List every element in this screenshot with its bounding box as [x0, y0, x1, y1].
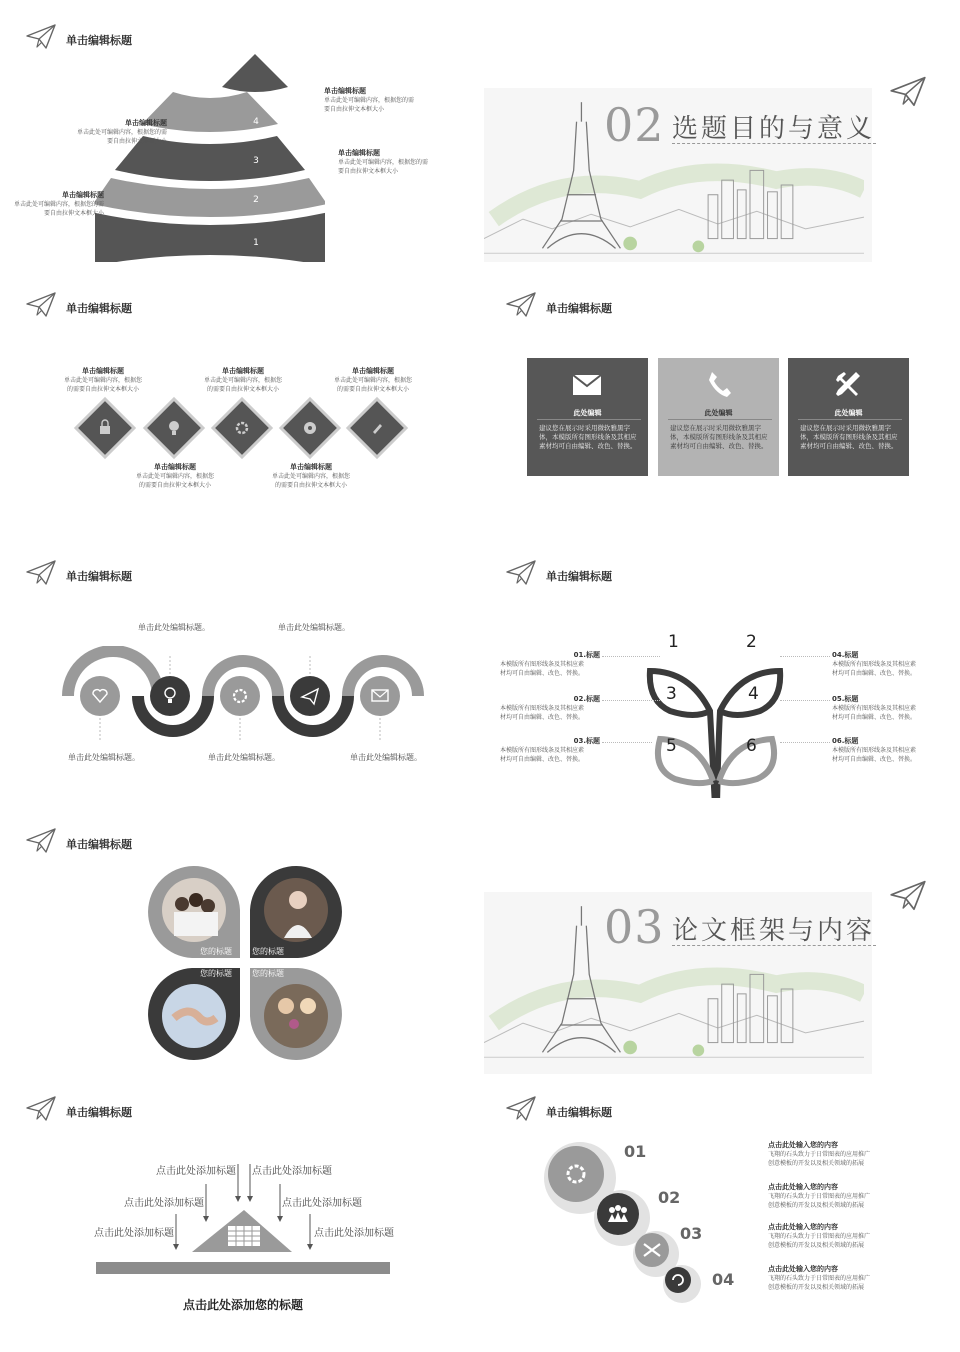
slide-title: 单击编辑标题 [66, 34, 132, 47]
diamond-item[interactable] [143, 397, 205, 459]
leaf-number: 5 [666, 736, 677, 756]
roof-label[interactable]: 点击此处添加标题 [124, 1198, 204, 1209]
pyramid-top [222, 54, 288, 92]
wave-bottom-label: 单击此处编辑标题。 [208, 753, 280, 762]
diamond-item[interactable] [346, 397, 408, 459]
tools-icon [834, 370, 862, 398]
step-number: 01 [624, 1142, 647, 1161]
slide-roof [0, 1072, 470, 1352]
leaf-item-left: 02.标题 本模版所有图形线条及其相应素 材均可自由编辑、改色、替换。 [500, 695, 600, 721]
slide-cards [480, 268, 950, 530]
photo-caption: 您的标题 [252, 947, 284, 956]
wave-bottom-label: 单击此处编辑标题。 [68, 753, 140, 762]
leaf-number: 1 [668, 632, 679, 652]
pyramid-label-right-1: 单击编辑标题 单击此处可编辑内容，根据您的需 要自由拉伸文本框大小 [324, 87, 415, 113]
photo-clover [148, 866, 342, 1060]
info-card[interactable]: 此处编辑 建议您在展示时采用微软雅黑字体，本模版所有图形线条及其相应素材均可自由编辑、改色、替换。 [788, 358, 909, 476]
slide-pyramid [0, 0, 470, 262]
slide-wave [0, 536, 470, 798]
paper-plane-icon [26, 292, 56, 318]
slide-leaves [480, 536, 950, 798]
pyramid-label-left-1: 单击编辑标题 单击此处可编辑内容，根据您的需 要自由拉伸文本框大小 [76, 119, 167, 145]
step-text: 点击此处输入您的内容 飞翔的石头致力于日常图表的应用推广 创意模板的开发以及相关领域的拓展 [768, 1223, 871, 1249]
slide-title: 单击编辑标题 [546, 302, 612, 315]
level-label: 1 [253, 238, 259, 248]
slide-title: 单击编辑标题 [546, 570, 612, 583]
roof-label[interactable]: 点击此处添加标题 [252, 1166, 332, 1177]
step-circle[interactable] [663, 1265, 701, 1303]
wave-node[interactable] [360, 676, 400, 716]
leaf-item-left: 03.标题 本模版所有图形线条及其相应素 材均可自由编辑、改色、替换。 [500, 737, 600, 763]
paper-plane-icon [506, 292, 536, 318]
step-text: 点击此处输入您的内容 飞翔的石头致力于日常图表的应用推广 创意模板的开发以及相关领域的拓展 [768, 1265, 871, 1291]
pyramid-diagram [95, 52, 325, 262]
section-underline [672, 143, 876, 144]
slide-title: 单击编辑标题 [66, 302, 132, 315]
roof-label[interactable]: 点击此处添加标题 [94, 1228, 174, 1239]
pyramid-level-2[interactable] [95, 178, 325, 217]
slide-title: 单击编辑标题 [546, 1106, 612, 1119]
leaf-item-left: 01.标题 本模版所有图形线条及其相应素 材均可自由编辑、改色、替换。 [500, 651, 600, 677]
photo-caption: 您的标题 [200, 969, 232, 978]
diamond-item[interactable] [211, 397, 273, 459]
wave-top-label: 单击此处编辑标题。 [278, 623, 350, 632]
photo-petal[interactable] [148, 866, 240, 958]
slide-title: 单击编辑标题 [66, 838, 132, 851]
paper-plane-icon [506, 560, 536, 586]
wave-diagram [60, 646, 430, 746]
paper-plane-icon [26, 828, 56, 854]
photo-petal[interactable] [250, 866, 342, 958]
paper-plane-icon [506, 1096, 536, 1122]
wave-node[interactable] [80, 676, 120, 716]
slide-section-03 [480, 804, 950, 1074]
step-text: 点击此处输入您的内容 飞翔的石头致力于日常图表的应用推广 创意模板的开发以及相关领域的拓展 [768, 1183, 871, 1209]
wave-bottom-label: 单击此处编辑标题。 [350, 753, 422, 762]
diamond-label-5: 单击编辑标题 单击此处可编辑内容，根据您 的需要自由拉伸文本框大小 [333, 367, 412, 393]
leaf-item-right: 04.标题 本模版所有图形线条及其相应素 材均可自由编辑、改色、替换。 [832, 651, 917, 677]
diamond-label-4: 单击编辑标题 单击此处可编辑内容，根据您 的需要自由拉伸文本框大小 [271, 463, 350, 489]
paper-plane-icon [26, 24, 56, 50]
paper-plane-icon [890, 880, 926, 912]
photo-petal[interactable] [148, 968, 240, 1060]
info-card[interactable]: 此处编辑 建议您在展示时采用微软雅黑字体，本模版所有图形线条及其相应素材均可自由编辑、改色、替换。 [658, 358, 779, 476]
roof-label[interactable]: 点击此处添加标题 [314, 1228, 394, 1239]
leaf-number: 4 [748, 684, 759, 704]
diamond-label-1: 单击编辑标题 单击此处可编辑内容，根据您 的需要自由拉伸文本框大小 [63, 367, 142, 393]
roof-label[interactable]: 点击此处添加标题 [282, 1198, 362, 1209]
step-text: 点击此处输入您的内容 飞翔的石头致力于日常图表的应用推广 创意模板的开发以及相关领域的拓展 [768, 1141, 871, 1167]
slide-steps [480, 1072, 950, 1352]
diamond-label-2: 单击编辑标题 单击此处可编辑内容，根据您 的需要自由拉伸文本框大小 [135, 463, 214, 489]
wave-node[interactable] [150, 676, 190, 716]
pyramid-label-right-2: 单击编辑标题 单击此处可编辑内容，根据您的需 要自由拉伸文本框大小 [338, 149, 429, 175]
wave-node[interactable] [290, 676, 330, 716]
phone-icon [706, 370, 732, 398]
paper-plane-icon [890, 76, 926, 108]
leaf-item-right: 05.标题 本模版所有图形线条及其相应素 材均可自由编辑、改色、替换。 [832, 695, 917, 721]
diamond-label-3: 单击编辑标题 单击此处可编辑内容，根据您 的需要自由拉伸文本框大小 [203, 367, 282, 393]
leaf-number: 2 [746, 632, 757, 652]
wave-node[interactable] [220, 676, 260, 716]
level-label: 2 [253, 195, 259, 205]
slide-diamonds [0, 268, 470, 530]
section-number: 02 [604, 98, 665, 152]
info-card[interactable]: 此处编辑 建议您在展示时采用微软雅黑字体，本模版所有图形线条及其相应素材均可自由编辑、改色、替换。 [527, 358, 648, 476]
step-number: 03 [680, 1224, 703, 1243]
section-title: 论文框架与内容 [672, 916, 876, 946]
leaf-item-right: 06.标题 本模版所有图形线条及其相应素 材均可自由编辑、改色、替换。 [832, 737, 917, 763]
leaf-diagram [640, 631, 790, 798]
section-number: 03 [604, 900, 665, 954]
pyramid-level-1[interactable] [95, 212, 325, 262]
level-label: 4 [253, 117, 259, 127]
wave-top-label: 单击此处编辑标题。 [138, 623, 210, 632]
diamond-item[interactable] [279, 397, 341, 459]
slide-section-02 [480, 0, 950, 262]
roof-label[interactable]: 点击此处添加标题 [156, 1166, 236, 1177]
steps-diagram [540, 1138, 730, 1308]
section-title: 选题目的与意义 [672, 114, 876, 144]
diamond-row [70, 388, 420, 468]
leaf-number: 6 [746, 736, 757, 756]
mail-icon [572, 374, 602, 396]
roof-bottom-title[interactable]: 点击此处添加您的标题 [182, 1298, 303, 1312]
pyramid-label-left-2: 单击编辑标题 单击此处可编辑内容，根据您的需 要自由拉伸文本框大小 [13, 191, 104, 217]
photo-petal[interactable] [250, 968, 342, 1060]
diamond-item[interactable] [74, 397, 136, 459]
roof-diagram [90, 1160, 400, 1280]
slide-photos [0, 804, 470, 1066]
photo-caption: 您的标题 [200, 947, 232, 956]
step-number: 04 [712, 1270, 735, 1289]
slide-title: 单击编辑标题 [66, 1106, 132, 1119]
leaf-number: 3 [666, 684, 677, 704]
level-label: 3 [253, 156, 259, 166]
photo-caption: 您的标题 [252, 969, 284, 978]
step-number: 02 [658, 1188, 681, 1207]
slide-title: 单击编辑标题 [66, 570, 132, 583]
paper-plane-icon [26, 1096, 56, 1122]
paper-plane-icon [26, 560, 56, 586]
section-underline [672, 945, 876, 946]
